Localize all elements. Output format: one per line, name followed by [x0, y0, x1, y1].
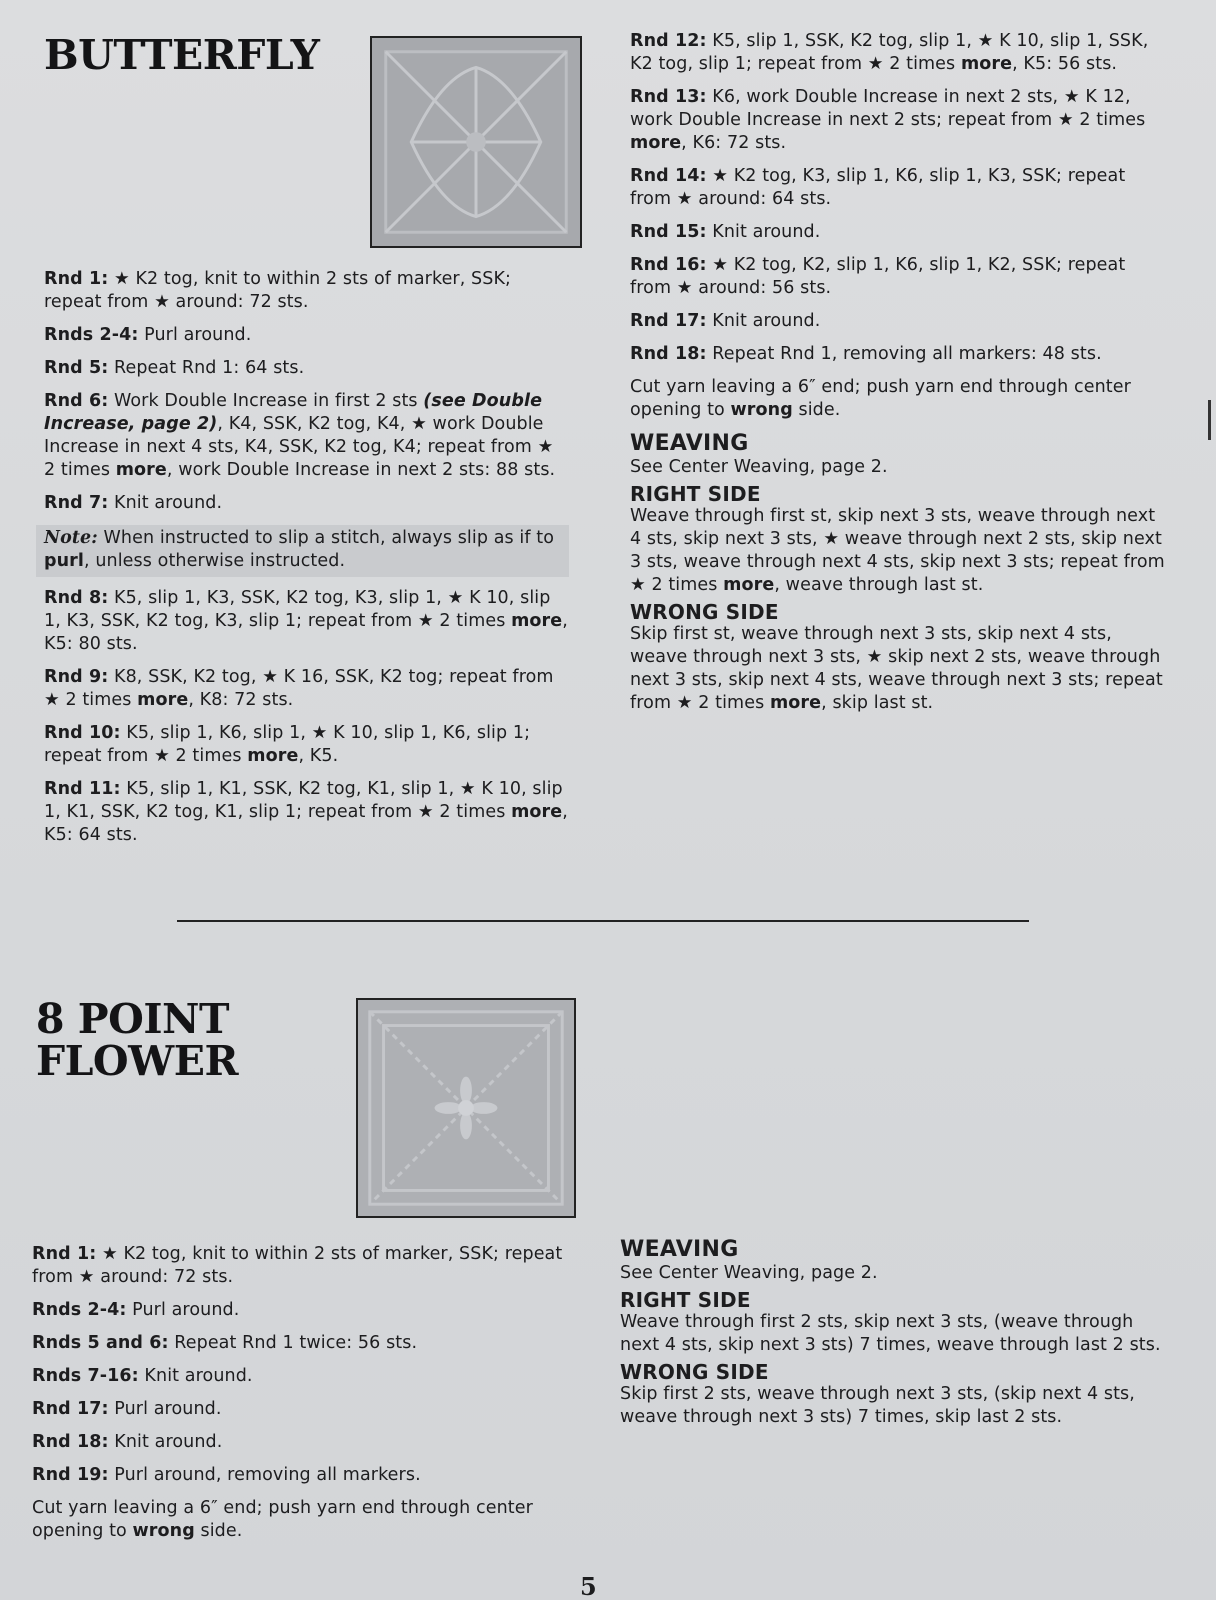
round-instruction	[44, 390, 569, 482]
round-instruction	[630, 30, 1165, 76]
round-reference: (see Double Increase, page 2)	[44, 391, 543, 434]
section-divider	[177, 920, 1029, 922]
butterfly-right-side-text	[630, 505, 1165, 597]
round-text: Purl around, removing all markers.	[108, 1465, 421, 1485]
round-label: Rnds 2-4:	[44, 325, 139, 345]
round-instruction	[44, 357, 569, 380]
note-text-end: , unless otherwise instructed.	[84, 551, 346, 571]
round-instruction	[32, 1243, 572, 1289]
butterfly-title: BUTTERFLY	[44, 31, 320, 79]
flower-title-line2: FLOWER	[36, 1037, 239, 1085]
round-text: Knit around.	[138, 1366, 253, 1386]
round-instruction	[44, 324, 569, 347]
round-text-end: , K5: 56 sts.	[1012, 54, 1118, 74]
round-text: Purl around.	[138, 325, 252, 345]
round-text: Knit around.	[108, 493, 223, 513]
round-label: Rnd 1:	[44, 269, 109, 289]
round-text: Work Double Increase in first 2 sts	[108, 391, 424, 411]
round-text: Repeat Rnd 1: 64 sts.	[108, 358, 305, 378]
round-instruction	[32, 1299, 572, 1322]
flower-wrong-side-heading: WRONG SIDE	[620, 1360, 769, 1384]
round-label: Rnd 15:	[630, 222, 707, 242]
round-instruction	[32, 1332, 572, 1355]
flower-cut-text: Cut yarn leaving a 6″ end; push yarn end through center opening to	[32, 1498, 533, 1541]
ws-text: Skip first st, weave through next 3 sts, skip next 4 sts, weave through next 3 sts, ★ skip next 2 sts, weave through next 3 sts, skip next 4 sts, weave through next 3 sts; repeat from ★ 2 times	[630, 624, 1163, 713]
round-text: K8, SSK, K2 tog, ★ K 16, SSK, K2 tog; repeat from ★ 2 times	[44, 667, 554, 710]
round-text-end: , K6: 72 sts.	[681, 133, 787, 153]
flower-right-side-heading: RIGHT SIDE	[620, 1288, 751, 1312]
round-label: Rnds 7-16:	[32, 1366, 139, 1386]
round-bold: more	[137, 690, 189, 710]
round-instruction	[44, 268, 569, 314]
round-label: Rnd 8:	[44, 588, 109, 608]
round-instruction	[44, 587, 569, 656]
butterfly-swatch-image	[370, 36, 582, 248]
round-instruction	[32, 1365, 572, 1388]
round-text-end: , work Double Increase in next 2 sts: 88 sts.	[166, 460, 556, 480]
rs-text-end: , weave through last st.	[774, 575, 984, 595]
round-text: K5, slip 1, K6, slip 1, ★ K 10, slip 1, K6, slip 1; repeat from ★ 2 times	[44, 723, 531, 766]
butterfly-weaving-ref: See Center Weaving, page 2.	[630, 457, 888, 477]
flower-right-column	[620, 1238, 1165, 1439]
round-text: Purl around.	[108, 1399, 222, 1419]
butterfly-right-column	[630, 30, 1165, 725]
slip-stitch-note	[36, 525, 569, 577]
round-bold: more	[630, 133, 682, 153]
round-label: Rnd 18:	[32, 1432, 109, 1452]
round-bold: more	[960, 54, 1013, 74]
round-label: Rnd 17:	[32, 1399, 109, 1419]
round-text-end: , K5.	[298, 746, 339, 766]
round-text: Repeat Rnd 1 twice: 56 sts.	[168, 1333, 418, 1353]
round-text: Knit around.	[108, 1432, 223, 1452]
flower-weaving-heading: WEAVING	[620, 1237, 739, 1262]
round-label: Rnd 17:	[630, 311, 707, 331]
round-label: Rnd 18:	[630, 344, 707, 364]
flower-cut-bold: wrong	[132, 1521, 195, 1541]
round-text: Purl around.	[126, 1300, 240, 1320]
round-instruction	[630, 254, 1165, 300]
round-instruction	[630, 86, 1165, 155]
round-label: Rnds 5 and 6:	[32, 1333, 169, 1353]
round-instruction	[630, 343, 1165, 366]
round-instruction	[44, 666, 569, 712]
round-bold: more	[115, 460, 167, 480]
round-text: Repeat Rnd 1, removing all markers: 48 sts.	[706, 344, 1102, 364]
round-instruction	[32, 1464, 572, 1487]
round-text: ★ K2 tog, K3, slip 1, K6, slip 1, K3, SSK; repeat from ★ around: 64 sts.	[630, 166, 1126, 209]
round-instruction	[44, 722, 569, 768]
butterfly-swatch-drawing	[372, 38, 580, 246]
round-label: Rnd 19:	[32, 1465, 109, 1485]
cut-bold: wrong	[730, 400, 793, 420]
round-text: ★ K2 tog, knit to within 2 sts of marker, SSK; repeat from ★ around: 72 sts.	[44, 269, 512, 312]
ws-text-end: , skip last st.	[821, 693, 934, 713]
butterfly-weaving-heading: WEAVING	[630, 431, 749, 456]
round-label: Rnd 16:	[630, 255, 707, 275]
ws-bold: more	[769, 693, 822, 713]
round-instruction	[32, 1431, 572, 1454]
round-bold: more	[247, 746, 299, 766]
round-text: Knit around.	[706, 222, 821, 242]
round-label: Rnd 11:	[44, 779, 121, 799]
page-edge-mark	[1208, 400, 1211, 440]
round-text-end: , K5: 64 sts.	[44, 802, 568, 845]
round-text: K6, work Double Increase in next 2 sts, ★ K 12, work Double Increase in next 2 sts; repeat from ★ 2 times	[630, 87, 1146, 130]
page-number: 5	[580, 1572, 597, 1600]
flower-cut-text-end: side.	[194, 1521, 243, 1541]
note-text: When instructed to slip a stitch, always slip as if to	[97, 528, 555, 548]
round-instruction	[630, 165, 1165, 211]
note-label: Note:	[44, 528, 98, 548]
flower-title-line1: 8 POINT	[36, 995, 230, 1043]
round-bold: more	[511, 802, 563, 822]
round-label: Rnd 13:	[630, 87, 707, 107]
round-instruction	[44, 778, 569, 847]
butterfly-wrong-side-heading: WRONG SIDE	[630, 600, 779, 624]
butterfly-left-column	[44, 268, 569, 857]
flower-right-side-text: Weave through first 2 sts, skip next 3 sts, (weave through next 4 sts, skip next 3 sts) 7 times, weave through last 2 sts.	[620, 1312, 1161, 1355]
flower-weaving-ref: See Center Weaving, page 2.	[620, 1263, 878, 1283]
cut-text-end: side.	[792, 400, 841, 420]
round-label: Rnd 5:	[44, 358, 109, 378]
round-text: ★ K2 tog, K2, slip 1, K6, slip 1, K2, SSK; repeat from ★ around: 56 sts.	[630, 255, 1126, 298]
round-instruction	[630, 221, 1165, 244]
round-bold: more	[511, 611, 563, 631]
round-instruction	[44, 492, 569, 515]
round-text: K5, slip 1, K3, SSK, K2 tog, K3, slip 1, ★ K 10, slip 1, K3, SSK, K2 tog, K3, slip 1; repeat from ★ 2 times	[44, 588, 551, 631]
round-instruction	[630, 310, 1165, 333]
round-text: ★ K2 tog, knit to within 2 sts of marker, SSK; repeat from ★ around: 72 sts.	[32, 1244, 563, 1287]
round-label: Rnds 2-4:	[32, 1300, 127, 1320]
round-text-end: , K8: 72 sts.	[188, 690, 294, 710]
flower-title	[36, 995, 239, 1085]
round-text-cont: , K4, SSK, K2 tog, K4, ★ work Double Increase in next 4 sts, K4, SSK, K2 tog, K4; repeat from ★ 2 times	[44, 414, 554, 480]
flower-swatch-image	[356, 998, 576, 1218]
round-label: Rnd 9:	[44, 667, 109, 687]
round-text: Knit around.	[706, 311, 821, 331]
butterfly-right-side-heading: RIGHT SIDE	[630, 482, 761, 506]
rs-bold: more	[723, 575, 775, 595]
flower-cut-yarn	[32, 1497, 572, 1543]
round-text-end: , K5: 80 sts.	[44, 611, 568, 654]
round-label: Rnd 7:	[44, 493, 109, 513]
butterfly-wrong-side-text	[630, 623, 1165, 715]
rs-text: Weave through first st, skip next 3 sts, weave through next 4 sts, skip next 3 sts, ★ weave through next 2 sts, skip next 3 sts, weave through next 4 sts, skip next 3 sts; repeat from ★ 2 times	[630, 506, 1165, 595]
round-label: Rnd 6:	[44, 391, 109, 411]
round-text: K5, slip 1, K1, SSK, K2 tog, K1, slip 1, ★ K 10, slip 1, K1, SSK, K2 tog, K1, slip 1; repeat from ★ 2 times	[44, 779, 563, 822]
cut-text: Cut yarn leaving a 6″ end; push yarn end through center opening to	[630, 377, 1131, 420]
round-label: Rnd 10:	[44, 723, 121, 743]
note-bold: purl	[44, 551, 85, 571]
round-instruction	[32, 1398, 572, 1421]
flower-wrong-side-text: Skip first 2 sts, weave through next 3 sts, (skip next 4 sts, weave through next 3 sts) 7 times, skip last 2 sts.	[620, 1384, 1135, 1427]
flower-swatch-drawing	[358, 1000, 574, 1216]
round-label: Rnd 12:	[630, 31, 707, 51]
round-label: Rnd 1:	[32, 1244, 97, 1264]
butterfly-cut-yarn	[630, 376, 1165, 422]
round-label: Rnd 14:	[630, 166, 707, 186]
round-text: K5, slip 1, SSK, K2 tog, slip 1, ★ K 10, slip 1, SSK, K2 tog, slip 1; repeat from ★ 2 times	[630, 31, 1149, 74]
flower-left-column	[32, 1243, 572, 1553]
